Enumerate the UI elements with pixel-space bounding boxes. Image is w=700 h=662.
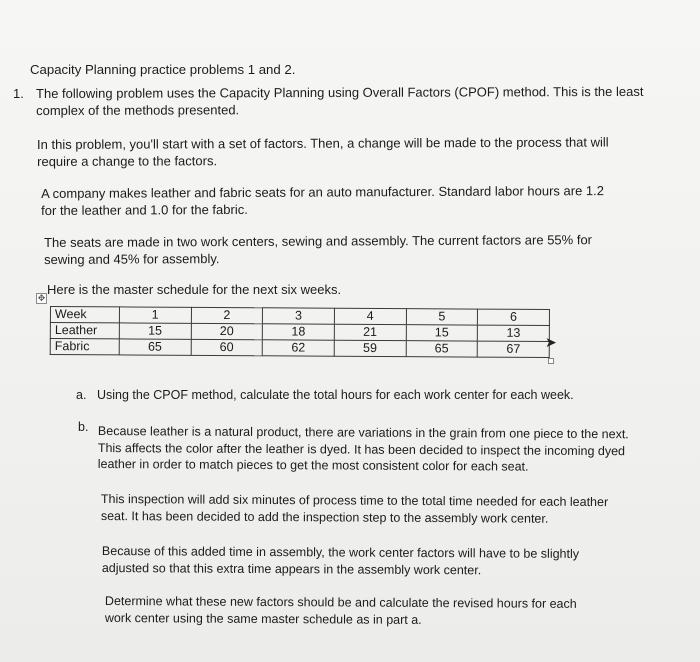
table-cell: 67 xyxy=(477,341,549,357)
part-b-paragraph-3: Because of this added time in assembly, the work center factors will have to be slightly adjusted so that this extra time appears in the assembly work center. xyxy=(101,544,580,577)
table-cell: 65 xyxy=(406,341,478,357)
table-cell: 60 xyxy=(191,339,263,355)
table-cell: Week xyxy=(50,307,119,323)
table-cell: Fabric xyxy=(50,339,119,355)
table-cell: 13 xyxy=(478,325,550,341)
table-cell: 15 xyxy=(119,323,191,339)
part-a-marker: a. xyxy=(76,388,87,402)
problem-intro: The following problem uses the Capacity Planning using Overall Factors (CPOF) method. This is the least complex of the methods presented. xyxy=(36,83,644,118)
problem-number: 1. xyxy=(13,86,24,101)
table-cell: 4 xyxy=(334,308,406,324)
problem-paragraph-3: A company makes leather and fabric seats for an auto manufacturer. Standard labor hours are 1.2 for the leather and 1.0 for the fabric. xyxy=(41,183,605,218)
table-resize-handle-icon[interactable] xyxy=(548,358,554,364)
table-cell: 6 xyxy=(478,309,550,325)
master-schedule-table xyxy=(50,306,550,358)
table-cell: 1 xyxy=(119,307,191,323)
table-row xyxy=(50,339,549,358)
table-cell: 2 xyxy=(191,307,263,323)
table-cell: 3 xyxy=(263,308,335,324)
table-move-handle-icon[interactable]: ✥ xyxy=(37,293,46,303)
table-cell: 62 xyxy=(262,340,334,356)
part-b-marker: b. xyxy=(78,420,89,434)
page-title: Capacity Planning practice problems 1 and 2. xyxy=(30,62,296,77)
table-cell: 5 xyxy=(406,309,478,325)
problem-paragraph-2: In this problem, you'll start with a set of factors. Then, a change will be made to the process that will require a change to the factors. xyxy=(37,134,609,169)
problem-paragraph-5: Here is the master schedule for the next six weeks. xyxy=(47,282,342,297)
table-cell: Leather xyxy=(50,323,119,339)
part-b-text: Because leather is a natural product, there are variations in the grain from one piece to the next. This affects the color after the leather is dyed. It has been decided to inspect the incoming dyed leather in order to match pieces to get the most consistent color for each seat. xyxy=(97,423,629,474)
table-cell: 65 xyxy=(119,339,191,355)
table-cell: 59 xyxy=(334,340,406,356)
problem-paragraph-4: The seats are made in two work centers, sewing and assembly. The current factors are 55% for sewing and 45% for assembly. xyxy=(44,232,593,267)
part-b-paragraph-4: Determine what these new factors should be and calculate the revised hours for each work center using the same master schedule as in part a. xyxy=(104,594,577,627)
part-a-text: Using the CPOF method, calculate the total hours for each work center for each week. xyxy=(97,388,574,402)
table-cell: 15 xyxy=(406,325,478,341)
part-b-paragraph-2: This inspection will add six minutes of process time to the total time needed for each leather seat. It has been decided to add the inspection step to the assembly work center. xyxy=(100,491,609,526)
table-cell: 20 xyxy=(191,323,263,339)
table-cell: 18 xyxy=(263,324,335,340)
table-cell: 21 xyxy=(334,324,406,340)
resize-cursor-icon: ➤ xyxy=(545,334,557,350)
